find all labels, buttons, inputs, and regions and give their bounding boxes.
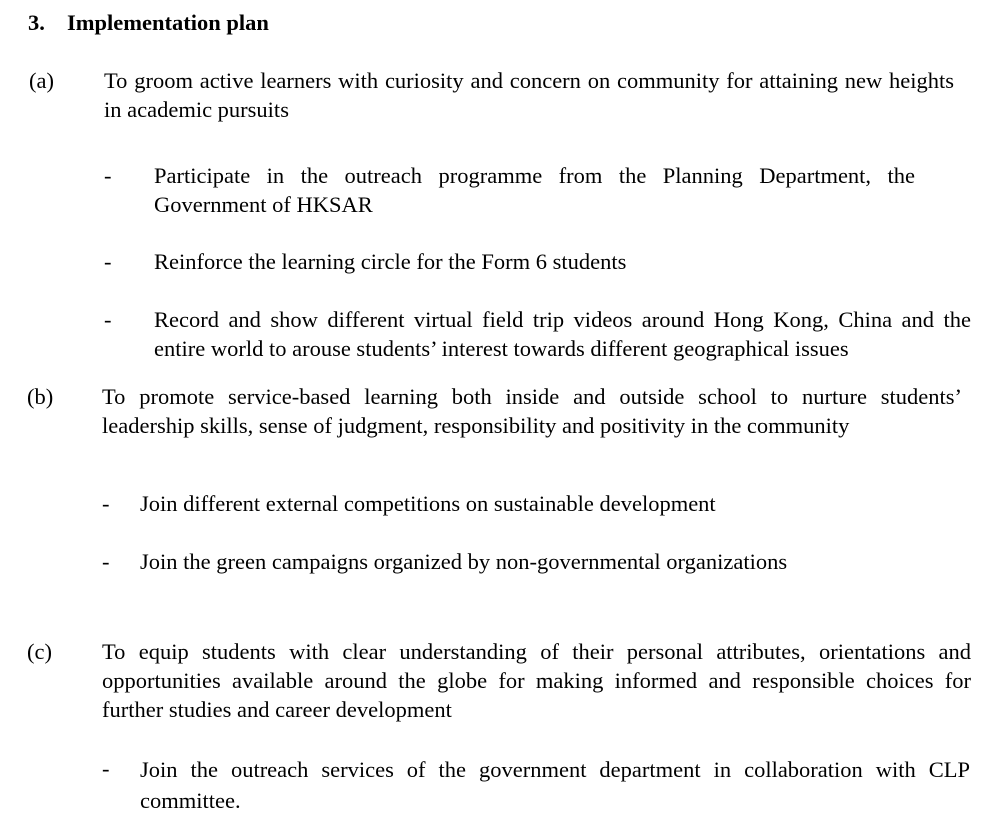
section-title: Implementation plan [67, 10, 269, 35]
item-b-bullet-1-text: Join different external competitions on sustainable development [140, 491, 716, 516]
item-a-bullet-2-text: Reinforce the learning circle for the Form 6 students [154, 249, 627, 274]
item-a-bullet-1-marker: - [104, 163, 112, 188]
item-b-text: To promote service-based learning both inside and outside school to nurture students’ leadership skills, sense of judgment, responsibility and positivity in the community [102, 384, 962, 438]
item-b-bullet-1-marker: - [102, 491, 110, 516]
item-a-bullet-3-text: Record and show different virtual field trip videos around Hong Kong, China and the entire world to arouse students’ interest towards different geographical issues [154, 307, 971, 361]
item-a-bullet-2-marker: - [104, 249, 112, 274]
item-c-label: (c) [27, 639, 52, 664]
item-c-text: To equip students with clear understanding of their personal attributes, orientations and opportunities available around the globe for making informed and responsible choices for further studies and career development [102, 639, 971, 722]
item-a-text: To groom active learners with curiosity and concern on community for attaining new heights in academic pursuits [104, 68, 954, 122]
item-a-bullet-1-text: Participate in the outreach programme from the Planning Department, the Government of HKSAR [154, 163, 915, 217]
item-b-label: (b) [27, 384, 54, 409]
item-a-bullet-3-marker: - [104, 307, 112, 332]
item-a-label: (a) [29, 68, 54, 93]
section-heading [28, 8, 269, 37]
item-b-bullet-2-marker: - [102, 549, 110, 574]
item-c-bullet-1-marker: - [102, 756, 110, 781]
item-b-bullet-2-text: Join the green campaigns organized by non-governmental organizations [140, 549, 788, 574]
item-c-bullet-1-text: Join the outreach services of the government department in collaboration with CLP committee. [140, 757, 970, 813]
section-number: 3. [28, 10, 45, 35]
